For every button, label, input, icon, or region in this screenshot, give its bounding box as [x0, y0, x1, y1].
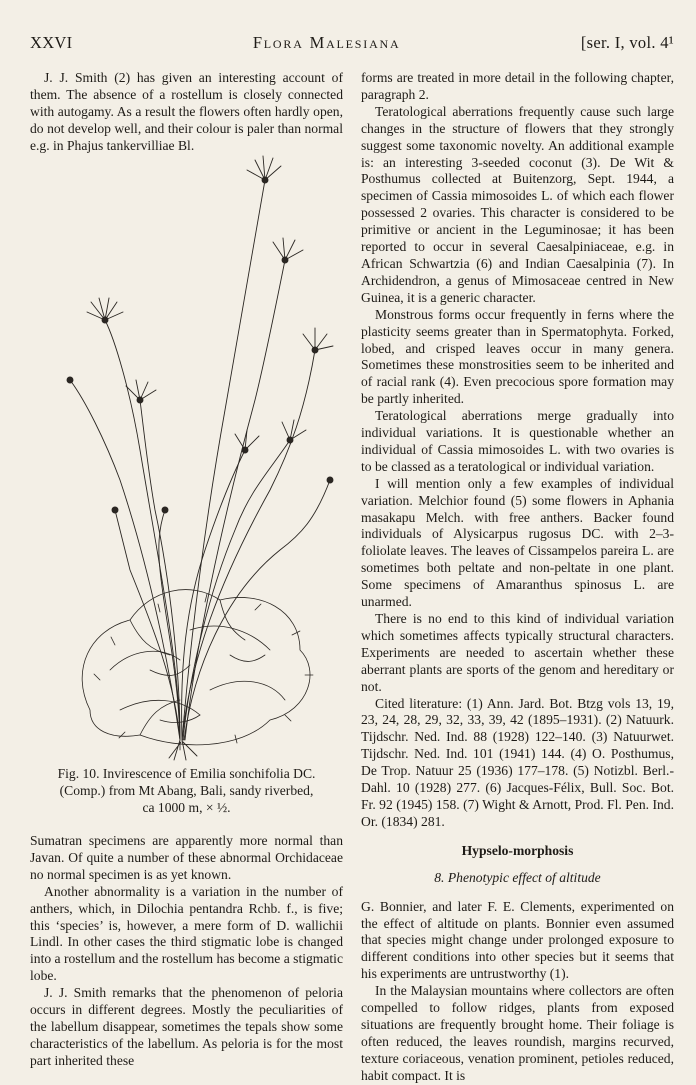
paragraph: Teratological aberrations frequently cause such large changes in the structure of flowers that they strongly suggest some taxonomic novelty. An additional example is: an interesting 3-seeded coconut (3). De Wit & Posthumus collected at Buitenzorg, Sept. 1944, a specimen of Cassia mimosoides L. of which each flower possessed 2 ovaries. This character is considered to be primitive or ancient in the Leguminosae; it has been reported to occur in several Caesalpiniaceae, e.g. in African Schwartzia (6) and Indian Caesalpinia (7). In Archidendron, a genus of Mimosaceae centred in New Guinea, it is a generic character.: [361, 103, 674, 305]
paragraph: Monstrous forms occur frequently in ferns where the plasticity seems greater than in Spermatophyta. Forked, lobed, and crisped leaves occur in many genera. Sometimes these monstrosities seem to be inherited and of racial rank (4). Even precocious spore formation may be partly inherited.: [361, 306, 674, 407]
caption-line: ca 1000 m, × ½.: [142, 799, 231, 815]
right-column: [361, 70, 674, 1085]
series-volume: [ser. I, vol. 4¹: [580, 33, 674, 52]
paragraph: forms are treated in more detail in the following chapter, paragraph 2.: [361, 70, 674, 102]
left-column-top: [30, 70, 343, 155]
left-column-bottom: [30, 833, 343, 1070]
figure-caption: [30, 766, 343, 817]
section-title: Hypselo-morphosis: [461, 842, 574, 858]
emilia-drawing: [30, 150, 350, 762]
subsection-title: 8. Phenotypic effect of altitude: [434, 869, 601, 885]
journal-title: Flora Malesiana: [252, 33, 401, 52]
paragraph: J. J. Smith (2) has given an interesting account of them. The absence of a rostellum is closely connected with autogamy. As a result the flowers often hardly open, do not develop well, and their colour is paler than normal e.g. in Phajus tankervilliae Bl.: [30, 70, 343, 153]
paragraph: There is no end to this kind of individual variation which sometimes affects typically structural characters. Experiments are needed to ascertain whether these aberrant plants are sports of the genom and hereditary or not.: [361, 611, 674, 694]
paragraph: Another abnormality is a variation in the number of anthers, which, in Dilochia pentandra Rchb. f., is five; this ‘species’ is, however, a mere form of D. wallichii Lindl. In other cases the third stigmatic lobe is changed into a rostellum and the rostellum has become a stigmatic lobe.: [30, 883, 343, 984]
paragraph: I will mention only a few examples of individual variation. Melchior found (5) some flowers in Aphania masakapu Melch. with free anthers. Backer found individuals of Alysicarpus rugosus DC. with 2–3-foliolate leaves. The leaves of Cissampelos pareira L. are sometimes both peltate and non-peltate in one plant. Some specimens of Amaranthus spinosus L. are unarmed.: [361, 475, 674, 610]
running-header: [30, 33, 674, 57]
page-number: XXVI: [30, 33, 73, 52]
plant-illustration: [30, 150, 350, 762]
paragraph: In the Malaysian mountains where collectors are often compelled to follow ridges, plants from exposed situations are frequently brought home. Their foliage is often reduced, the leaves roundish, margins recurved, texture coriaceous, venation prominent, petioles reduced, habit compact. It is: [361, 983, 674, 1083]
caption-line: (Comp.) from Mt Abang, Bali, sandy riverbed,: [59, 782, 314, 798]
paragraph: Teratological aberrations merge gradually into individual variations. It is questionable whether an individual of Cassia mimosoides L. with two ovaries is to be classed as a teratological or individual variation.: [361, 408, 674, 474]
paragraph: J. J. Smith remarks that the phenomenon of peloria occurs in different degrees. Mostly the peculiarities of the labellum disappear, sometimes the tepals show some characteristics of the labellum. As peloria is for the most part inherited these: [30, 985, 343, 1068]
paragraph: G. Bonnier, and later F. E. Clements, experimented on the effect of altitude on plants. Bonnier even assumed that species might change under prolonged exposure to different conditions into other species but it seems that his experiments are untrustworthy (1).: [361, 898, 674, 982]
paragraph: Sumatran specimens are apparently more normal than Javan. Of quite a number of these abnormal Orchidaceae no normal specimen is as yet known.: [30, 833, 343, 882]
caption-line: Fig. 10. Invirescence of Emilia sonchifolia DC.: [57, 766, 316, 781]
cited-literature: Cited literature: (1) Ann. Jard. Bot. Btzg vols 13, 19, 23, 24, 28, 29, 32, 33, 39, 42 (1895–1931). (2) Natuurk. Tijdschr. Ned. Ind. 88 (1928) 122–140. (3) Natuurwet. Tijdschr. Ned. Ind. 101 (1941) 144. (4) O. Posthumus, De Trop. Natuur 25 (1936) 177–178. (5) Notizbl. Berl.-Dahl. 10 (1928) 277. (6) Jacques-Félix, Bull. Soc. Bot. Fr. 92 (1945) 158. (7) Wight & Arnott, Prod. Fl. Pen. Ind. Or. (1834) 281.: [361, 695, 674, 829]
